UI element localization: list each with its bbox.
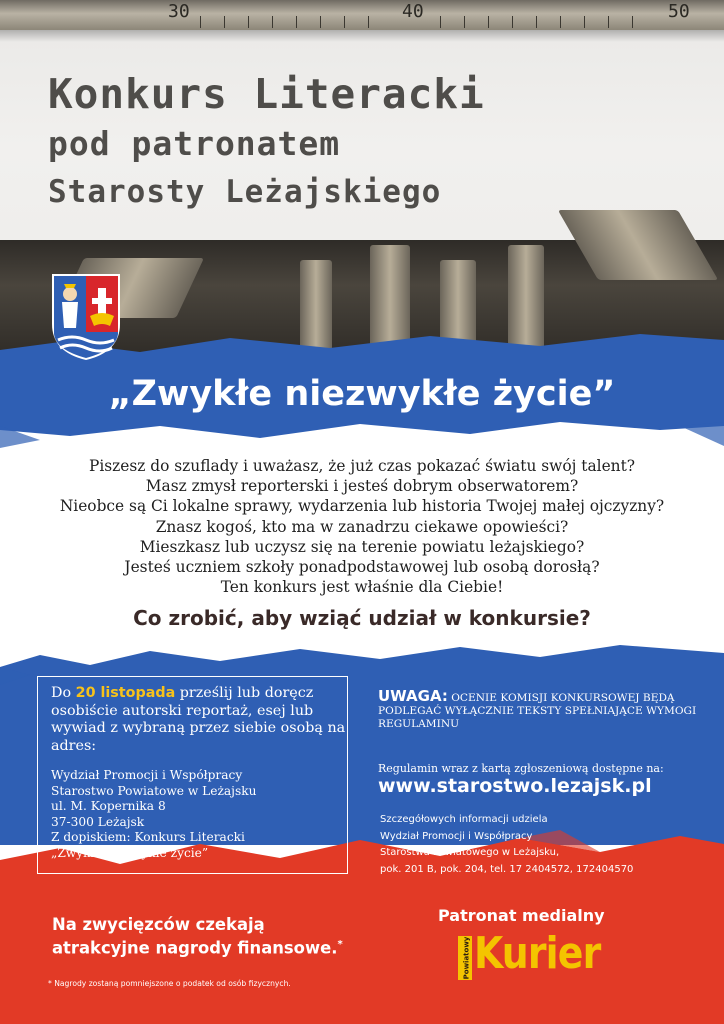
title-line-3: Starosty Leżajskiego — [48, 174, 442, 210]
prize-footnote: * Nagrody zostaną pomniejszone o podatek od osób fizycznych. — [48, 979, 291, 988]
notice-block — [378, 687, 698, 731]
address-line: ul. M. Kopernika 8 — [51, 799, 166, 814]
info-line: Szczegółowych informacji udziela — [380, 814, 548, 825]
address-line: Wydział Promocji i Współpracy — [51, 768, 243, 782]
address-line: 37-300 Leżajsk — [51, 814, 145, 829]
info-line: pok. 201 B, pok. 204, tel. 17 2404572, 172404570 — [380, 863, 634, 875]
address-line: Starostwo Powiatowe w Leżajsku — [51, 783, 257, 798]
typewriter-ruler — [0, 0, 724, 30]
title-line-1: Konkurs Literacki — [48, 70, 485, 118]
deadline-date: 20 listopada — [75, 685, 176, 701]
title-line-2: pod patronatem — [48, 124, 341, 163]
question-line: Piszesz do szuflady i uważasz, że już czas pokazać światu swój talent? — [88, 457, 636, 475]
how-to-participate-heading: Co zrobić, aby wziąć udział w konkursie? — [133, 606, 591, 630]
submission-instructions: Do 20 listopada prześlij lub doręcz osobiście autorski reportaż, esej lub wywiad z wybraną przez siebie osobą na adres: — [51, 685, 346, 754]
ruler-number-40: 40 — [402, 1, 424, 22]
prizes-announcement: Na zwycięzców czekają atrakcyjne nagrody finansowe.* — [52, 915, 343, 958]
contact-info — [380, 812, 700, 878]
info-line: Wydział Promocji i Współpracy — [380, 830, 533, 842]
ruler-number-30: 30 — [168, 1, 190, 22]
website-link[interactable]: www.starostwo.lezajsk.pl — [378, 775, 652, 797]
rules-availability-text: Regulamin wraz z kartą zgłoszeniową dostępne na: — [378, 762, 664, 775]
notice-label: UWAGA: — [378, 687, 448, 705]
question-line: Jesteś uczniem szkoły ponadpodstawowej lub osobą dorosłą? — [124, 558, 600, 577]
address-line: „Zwykłe niezwykłe życie” — [51, 845, 209, 860]
postal-address — [51, 768, 346, 862]
coat-of-arms-icon — [50, 272, 122, 362]
question-line: Masz zmysł reporterski i jesteś dobrym obserwatorem? — [145, 477, 579, 496]
question-line: Ten konkurs jest właśnie dla Ciebie! — [220, 578, 504, 597]
questions-block — [0, 456, 724, 597]
ruler-number-50: 50 — [668, 1, 690, 22]
kurier-logo: Powiatowy Kurier — [458, 930, 618, 986]
notice-text: OCENIE KOMISJI KONKURSOWEJ BĘDĄ PODLEGAĆ WYŁĄCZNIE TEKSTY SPEŁNIAJĄCE WYMOGI REGULAMINU — [378, 692, 697, 730]
contest-slogan: „Zwykłe niezwykłe życie” — [108, 374, 616, 414]
question-line: Znasz kogoś, kto ma w zanadrzu ciekawe opowieści? — [155, 517, 569, 536]
media-patron-label: Patronat medialny — [438, 906, 605, 925]
question-line: Nieobce są Ci lokalne sprawy, wydarzenia lub historia Twojej małej ojczyzny? — [59, 497, 665, 516]
question-line: Mieszkasz lub uczysz się na terenie powiatu leżajskiego? — [139, 537, 585, 556]
info-line: Starostwa Powiatowego w Leżajsku, — [380, 847, 560, 858]
address-line: Z dopiskiem: Konkurs Literacki — [51, 830, 245, 845]
